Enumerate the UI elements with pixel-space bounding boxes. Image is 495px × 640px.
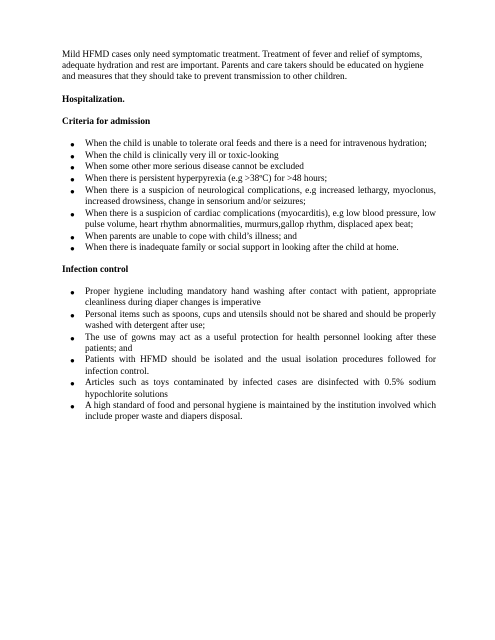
criteria-heading: Criteria for admission: [62, 116, 151, 127]
document-page: [62, 50, 436, 434]
criteria-item-text: When the child is unable to tolerate oral feeds and there is a need for intravenous hydration;: [85, 139, 427, 150]
infection-control-heading: Infection control: [62, 264, 129, 275]
bullet-icon: ●: [70, 151, 75, 161]
criteria-item-text: When there is a suspicion of cardiac complications (myocarditis), e.g low blood pressure, low pulse volume, heart rhythm abnormalities, murmurs,gallop rhythm, displaced apex beat;: [85, 208, 436, 230]
intro-paragraph: Mild HFMD cases only need symptomatic treatment. Treatment of fever and relief of symptoms, adequate hydration and rest are important. Parents and care takers should be educated on hygiene and measures that they should take to prevent transmission to other children.: [62, 50, 424, 83]
criteria-item-text: When there is a suspicion of neurological complications, e.g increased lethargy, myoclonus, increased drowsiness, change in sensorium and/or seizures;: [85, 185, 436, 208]
infection-item: [62, 401, 436, 423]
infection-item-text: Personal items such as spoons, cups and utensils should not be shared and should be properly washed with detergent after use;: [85, 309, 436, 331]
criteria-item: [62, 162, 436, 173]
infection-item: [62, 333, 436, 355]
infection-item-text: The use of gowns may act as a useful protection for health personnel looking after these patients; and: [85, 332, 436, 354]
bullet-icon: ●: [70, 356, 75, 366]
infection-item: [62, 310, 436, 332]
criteria-item-text: When parents are unable to cope with child’s illness; and: [85, 231, 297, 242]
criteria-list: [62, 139, 436, 255]
bullet-icon: ●: [70, 333, 75, 343]
criteria-item: [62, 232, 436, 243]
criteria-item-text: When some other more serious disease cannot be excluded: [85, 162, 304, 173]
criteria-item: [62, 243, 436, 254]
infection-item: [62, 355, 436, 377]
bullet-icon: ●: [70, 310, 75, 320]
bullet-icon: ●: [70, 163, 75, 173]
criteria-item: [62, 139, 436, 150]
criteria-item-text: When there is persistent hyperpyrexia (e.g >38ºC) for >48 hours;: [85, 174, 328, 185]
bullet-icon: ●: [70, 186, 75, 196]
criteria-item: [62, 186, 436, 208]
infection-item: [62, 287, 436, 309]
criteria-item: [62, 174, 436, 185]
bullet-icon: ●: [70, 402, 75, 412]
bullet-icon: ●: [70, 232, 75, 242]
criteria-item-text: When there is inadequate family or social support in looking after the child at home.: [85, 243, 399, 254]
bullet-icon: ●: [70, 379, 75, 389]
bullet-icon: ●: [70, 209, 75, 219]
bullet-icon: ●: [70, 287, 75, 297]
infection-item: [62, 378, 436, 400]
infection-control-list: [62, 287, 436, 424]
infection-item-text: Proper hygiene including mandatory hand washing after contact with patient, appropriate cleanliness during diaper changes is imperative: [85, 286, 436, 308]
bullet-icon: ●: [70, 175, 75, 185]
infection-item-text: Patients with HFMD should be isolated and the usual isolation procedures followed for infection control.: [85, 355, 436, 377]
bullet-icon: ●: [70, 244, 75, 254]
criteria-item: [62, 151, 436, 162]
bullet-icon: ●: [70, 140, 75, 150]
infection-item-text: A high standard of food and personal hygiene is maintained by the institution involved which include proper waste and diapers disposal.: [85, 401, 436, 423]
infection-item-text: Articles such as toys contaminated by infected cases are disinfected with 0.5% sodium hypochlorite solutions: [85, 378, 436, 400]
hospitalization-heading: Hospitalization.: [62, 94, 125, 105]
criteria-item: [62, 209, 436, 231]
criteria-item-text: When the child is clinically very ill or toxic-looking: [85, 150, 279, 161]
